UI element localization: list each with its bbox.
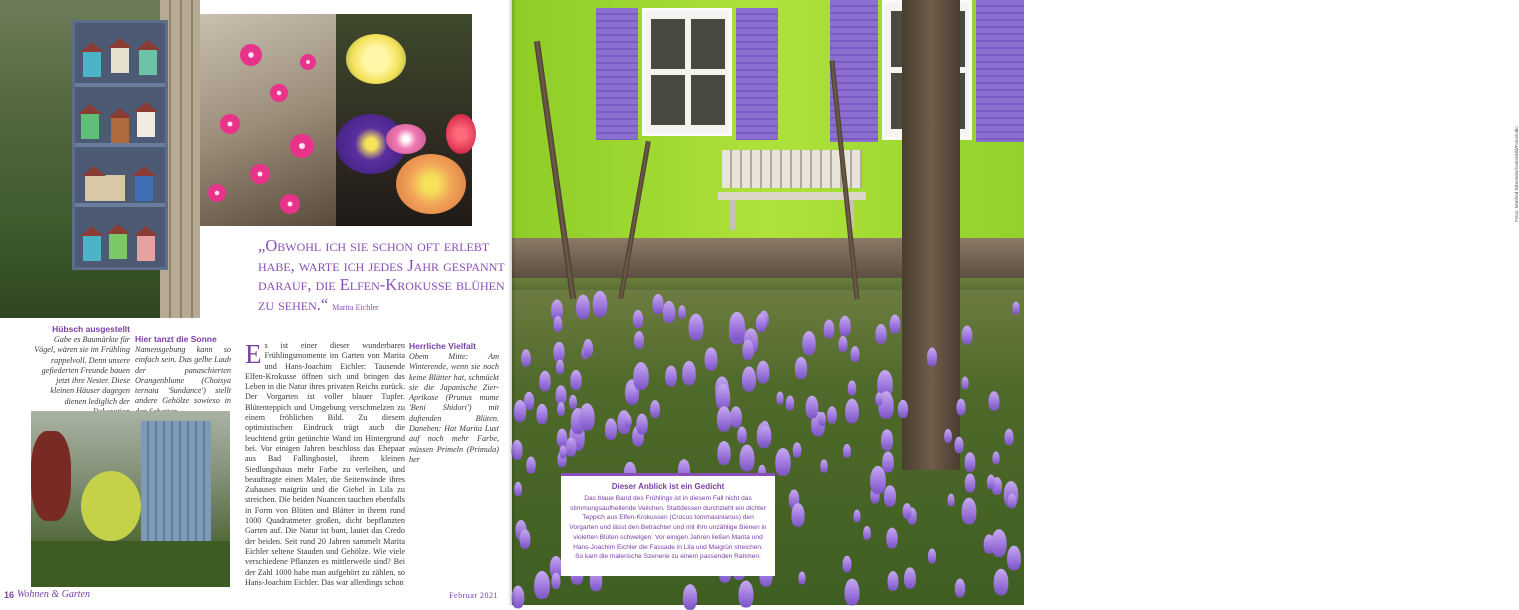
crocus-flower [605, 418, 617, 440]
pull-quote-text: „Obwohl ich sie schon oft erlebt habe, warte ich jedes Jahr gespannt darauf, die Elfen-Krokusse blühen zu sehen.“ [258, 236, 505, 314]
crocus-flower [954, 437, 963, 453]
crocus-flower [682, 361, 696, 385]
photo-birdhouses [0, 0, 200, 318]
crocus-flower [705, 347, 718, 370]
tree-trunk [902, 0, 960, 470]
birdhouse [111, 47, 129, 73]
crocus-flower [579, 403, 594, 431]
left-page [0, 0, 512, 605]
crocus-flower [663, 301, 675, 323]
crocus-flower [845, 399, 859, 424]
caption-box-text: Das blaue Band des Frühlings ist in diesem Fall nicht das stimmungsaufhellende Veilchen. Stattdessen durchzieht ein dichter Teppich aus Elfen-Krokussen (Crocus tommasinianus) den Vorgarten und lässt den Betrachter und mit ihm unzählige Bienen in violetten Blüten schwelgen. Vor einigen Jahren ließen Marita und Hans-Joachim Eichler die Fassade in Lila und Maigrün streichen. So kam die malerische Szenerie zu einem passenden Rahmen. [569, 495, 767, 561]
crocus-flower [848, 380, 857, 395]
crocus-flower [886, 528, 898, 549]
blossom [240, 44, 262, 66]
crocus-flower [742, 366, 756, 391]
crocus-flower [786, 395, 794, 410]
crocus-flower [798, 572, 805, 585]
crocus-flower [633, 362, 649, 390]
crocus-flower [992, 451, 999, 464]
photo-prunus-mume [200, 14, 336, 226]
caption-text: Namensgebung kann so einfach sein. Das gelbe Laub der panaschierten Orangenblume (Choisya ternata 'Sundance') stellt andere Gehölze sowieso in [135, 345, 231, 406]
crocus-flower [884, 485, 896, 507]
crocus-flower [851, 346, 860, 362]
crocus-flower [665, 365, 677, 386]
crocus-flower [994, 569, 1009, 595]
photo-primroses [336, 14, 472, 226]
crocus-flower [739, 581, 754, 608]
birdhouse [137, 111, 155, 137]
house-window [642, 8, 732, 136]
crocus-flower [730, 406, 742, 427]
crocus-flower [839, 316, 851, 337]
crocus-flower [928, 549, 936, 564]
crocus-flower [989, 391, 1000, 411]
crocus-flower [890, 314, 901, 333]
crocus-flower [556, 360, 564, 375]
crocus-flower [756, 314, 766, 332]
blossom [270, 84, 288, 102]
crocus-flower [554, 316, 563, 332]
blossom [220, 114, 240, 134]
crocus-flower [824, 319, 835, 338]
crocus-flower [843, 444, 851, 458]
crocus-flower [881, 429, 893, 451]
article-body [245, 341, 405, 588]
primrose-yellow [346, 34, 406, 84]
drop-cap: E [245, 339, 262, 369]
birdhouse [135, 175, 153, 201]
caption-text: Gabe es Baumärkte für Vögel, wären sie im Frühling rappelvoll. Denn unsere gefiederten Freunde bauen jetzt ihre Nester. Diese kleinen Häuser dagegen dienen lediglich der [34, 335, 130, 406]
crocus-flower [1012, 302, 1019, 315]
lilac-shutter [976, 0, 1024, 142]
pull-quote-attribution: Marita Eichler [332, 302, 379, 312]
crocus-flower [759, 425, 771, 446]
page-footer [0, 589, 512, 605]
crocus-flower [729, 312, 745, 340]
crocus-flower [898, 400, 908, 418]
caption-heading: Hübsch ausgestellt [52, 324, 130, 334]
primrose-orange [396, 154, 466, 214]
crocus-flower [791, 503, 804, 527]
page-gutter [508, 0, 516, 605]
ground-cover [31, 541, 230, 587]
crocus-flower [904, 567, 916, 588]
crocus-flower [652, 294, 663, 314]
crocus-flower [903, 503, 912, 519]
caption-text: Obem Mitte: Am Winterende, wenn sie noch keine Blätter hat, schmückt sie die Japanische Zier-Aprikose (Prunus mume 'Beni Shidori') mit duftenden Blüten. Daneben: Hat Marita Lust auf noch mehr Farbe, müssen Primeln (Primula) her [409, 352, 499, 464]
crocus-flower [717, 441, 730, 465]
caption-heading: Hier tanzt die Sonne [135, 334, 217, 344]
crocus-flower [875, 392, 882, 405]
crocus-flower [1008, 493, 1016, 508]
crocus-flower [740, 445, 755, 472]
crocus-flower [962, 325, 973, 344]
caption-heading: Herrliche Vielfalt [409, 341, 476, 351]
birdhouse [83, 51, 101, 77]
crocus-flower [965, 452, 976, 471]
crocus-flower [636, 414, 648, 435]
crocus-flower [534, 571, 550, 599]
photo-garden-corner [31, 411, 230, 587]
crocus-flower [521, 349, 531, 366]
crocus-flower [987, 475, 995, 490]
birdhouse [81, 113, 99, 139]
crocus-flower [853, 510, 860, 523]
crocus-flower [570, 370, 581, 390]
blossom [250, 164, 270, 184]
crocus-flower [634, 331, 644, 349]
crocus-flower [689, 314, 704, 341]
article-body-text: s ist einer dieser wunderbaren Frühlingsmomente im Garten von Marita und Hans-Joachim Eichler: Tausende Elfen-Krokusse öffnen sich und bringen das Leben in die Natur ihres privaten Reichs zurück. Der Vorgarten ist voller blauer Tupfer. Blütenteppich und Umgebung verschmelzen zu einem fröhlichen Bild. Zu diesem optimistischen Eindruck trägt auch die leuchtend grün getünchte Wand im Hintergrund bei. Vor einigen Jahren beschloss das Ehepaar aus Bad Fallingbostel, ihrem kleinen Siedlungshaus mehr Farbe zu verleihen, und beauftragte einen Maler, die Seitenwände ihres Zuhauses maigrün und die Giebel in Lila zu streichen. Die beiden Nuancen tauchen ebenfalls in Form von Blüten und Blätter in ihrem rund 1000 Quadratmeter großen, dicht bepflanzten Garten auf. Die Natur ist bunt, lautet das Credo der beiden. Seit rund 20 Jahren sammelt Marita Eichler seltene Stauden und Gehölze. Wie viele verschiedene Pflanzen es mittlerweile sind? Bei der Zahl 1000 habe man aufgehört zu zählen, so Hans-Joachim Eichler. Das war allerdings schon [245, 341, 405, 587]
caption-box-title: Dieser Anblick ist ein Gedicht [611, 482, 725, 491]
crocus-flower [806, 396, 819, 419]
crocus-flower [569, 395, 577, 409]
crocus-flower [539, 371, 551, 392]
caption-variety [409, 341, 499, 465]
photo-caption-box [561, 473, 775, 576]
crocus-flower [1007, 546, 1021, 571]
crocus-flower [927, 348, 937, 366]
crocus-flower [650, 400, 660, 418]
crocus-flower [717, 406, 731, 431]
crocus-flower [742, 340, 753, 360]
yellow-shrub [81, 471, 141, 541]
crocus-flower [551, 573, 560, 589]
birdhouse [109, 233, 127, 259]
birdhouse [111, 117, 129, 143]
crocus-flower [955, 579, 965, 598]
crocus-flower [965, 473, 976, 492]
crocus-flower [775, 448, 791, 476]
birdhouse [83, 235, 101, 261]
crocus-flower [776, 392, 783, 405]
issue-date: Februar 2021 [449, 591, 498, 600]
page-number: 16 [4, 590, 15, 600]
crocus-flower [802, 331, 815, 355]
crocus-flower [839, 336, 848, 352]
photo-credit: Fotos: Manfred Eikemeier/Gartenbild/Fotostudio [1514, 126, 1519, 222]
crocus-flower [795, 357, 807, 379]
birdhouse [85, 175, 125, 201]
crocus-flower [737, 427, 746, 444]
birdhouse [139, 49, 157, 75]
crocus-flower [818, 412, 826, 426]
crocus-flower [526, 456, 536, 473]
crocus-flower [888, 571, 899, 591]
crocus-flower [863, 526, 871, 540]
crocus-flower [683, 584, 697, 610]
blossom [300, 54, 316, 70]
crocus-flower [875, 324, 886, 344]
pull-quote [258, 236, 508, 317]
blossom [290, 134, 314, 158]
crocus-flower [757, 361, 770, 384]
crocus-flower [842, 556, 851, 572]
crocus-flower [678, 305, 686, 319]
crocus-flower [520, 529, 531, 549]
crocus-flower [593, 291, 608, 317]
crocus-flower [583, 339, 593, 357]
crocus-flower [991, 529, 1006, 557]
crocus-flower [827, 406, 837, 423]
crocus-flower [624, 414, 631, 427]
primrose-pink [386, 124, 426, 154]
red-shrub [31, 431, 71, 521]
lilac-shutter [736, 8, 778, 140]
crocus-flower [820, 459, 828, 473]
crocus-flower [633, 310, 643, 328]
caption-birdhouses [34, 324, 130, 417]
crocus-flower [961, 377, 968, 390]
primrose-red [446, 114, 476, 154]
crocus-flower [962, 498, 977, 525]
lilac-shutter [596, 8, 638, 140]
crocus-flower [947, 494, 954, 507]
blossom [280, 194, 300, 214]
crocus-flower [566, 437, 577, 456]
crocus-flower [576, 295, 590, 320]
crocus-flower [559, 445, 566, 458]
magazine-title: Wohnen & Garten [17, 589, 90, 600]
blossom [208, 184, 226, 202]
birdhouse [137, 235, 155, 261]
crocus-flower [793, 442, 802, 457]
crocus-flower [944, 429, 952, 443]
birdhouse-shelf [72, 20, 168, 270]
crocus-flower [1004, 429, 1013, 445]
crocus-flower [845, 579, 860, 606]
crocus-flower [882, 451, 894, 472]
crocus-flower [956, 399, 965, 416]
crocus-flower [557, 402, 565, 416]
caption-sundance [135, 334, 231, 417]
crocus-flower [536, 404, 547, 424]
